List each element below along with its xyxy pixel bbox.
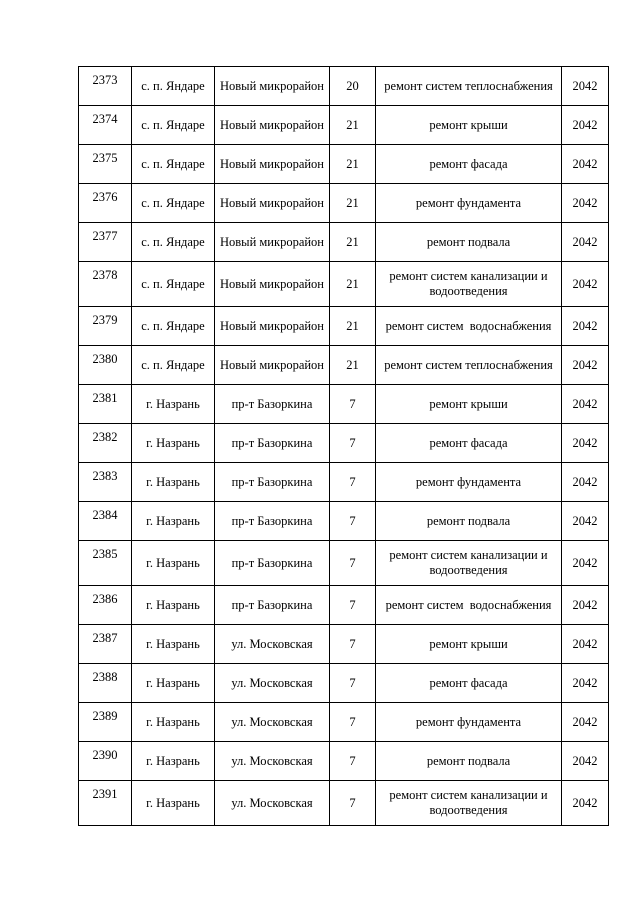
year-cell: 2042 <box>562 184 609 223</box>
settlement-cell: г. Назрань <box>132 424 215 463</box>
street-cell: ул. Московская <box>215 742 330 781</box>
settlement-cell: с. п. Яндаре <box>132 307 215 346</box>
year-cell: 2042 <box>562 145 609 184</box>
house-cell: 7 <box>330 385 376 424</box>
settlement-cell: с. п. Яндаре <box>132 106 215 145</box>
work-type-cell: ремонт крыши <box>376 106 562 145</box>
street-cell: Новый микрорайон <box>215 184 330 223</box>
work-type-cell: ремонт подвала <box>376 223 562 262</box>
year-cell: 2042 <box>562 625 609 664</box>
house-cell: 21 <box>330 223 376 262</box>
table-row <box>79 262 609 307</box>
house-cell: 7 <box>330 781 376 826</box>
row-number: 2380 <box>79 346 132 385</box>
work-type-text: ремонт систем канализации и водоотведения <box>389 788 548 817</box>
house-cell: 7 <box>330 664 376 703</box>
year-cell: 2042 <box>562 106 609 145</box>
settlement-cell: с. п. Яндаре <box>132 346 215 385</box>
work-type-cell: ремонт фундамента <box>376 703 562 742</box>
street-cell: Новый микрорайон <box>215 346 330 385</box>
street-cell: Новый микрорайон <box>215 262 330 307</box>
house-cell: 21 <box>330 307 376 346</box>
row-number: 2386 <box>79 586 132 625</box>
work-type-cell: ремонт крыши <box>376 625 562 664</box>
row-number: 2382 <box>79 424 132 463</box>
house-cell: 20 <box>330 67 376 106</box>
table-row <box>79 586 609 625</box>
year-cell: 2042 <box>562 703 609 742</box>
year-cell: 2042 <box>562 781 609 826</box>
settlement-cell: г. Назрань <box>132 541 215 586</box>
row-number: 2391 <box>79 781 132 826</box>
street-cell: Новый микрорайон <box>215 67 330 106</box>
table-row <box>79 145 609 184</box>
work-type-cell: ремонт систем водоснабжения <box>376 586 562 625</box>
row-number: 2381 <box>79 385 132 424</box>
table-row <box>79 742 609 781</box>
table-row <box>79 664 609 703</box>
row-number: 2384 <box>79 502 132 541</box>
table-row <box>79 781 609 826</box>
street-cell: ул. Московская <box>215 781 330 826</box>
work-type-cell <box>376 262 562 307</box>
settlement-cell: г. Назрань <box>132 703 215 742</box>
work-type-cell: ремонт крыши <box>376 385 562 424</box>
row-number: 2389 <box>79 703 132 742</box>
house-cell: 7 <box>330 463 376 502</box>
house-cell: 7 <box>330 703 376 742</box>
repair-plan-table <box>78 66 609 826</box>
work-type-cell: ремонт фундамента <box>376 184 562 223</box>
settlement-cell: с. п. Яндаре <box>132 223 215 262</box>
street-cell: Новый микрорайон <box>215 145 330 184</box>
street-cell: пр-т Базоркина <box>215 541 330 586</box>
settlement-cell: с. п. Яндаре <box>132 262 215 307</box>
table-body <box>79 67 609 826</box>
settlement-cell: г. Назрань <box>132 625 215 664</box>
work-type-cell: ремонт фасада <box>376 424 562 463</box>
work-type-text: ремонт систем канализации и водоотведения <box>389 269 548 298</box>
year-cell: 2042 <box>562 664 609 703</box>
work-type-cell <box>376 541 562 586</box>
year-cell: 2042 <box>562 346 609 385</box>
year-cell: 2042 <box>562 586 609 625</box>
table-row <box>79 502 609 541</box>
house-cell: 7 <box>330 424 376 463</box>
row-number: 2374 <box>79 106 132 145</box>
row-number: 2379 <box>79 307 132 346</box>
street-cell: пр-т Базоркина <box>215 424 330 463</box>
row-number: 2376 <box>79 184 132 223</box>
house-cell: 7 <box>330 502 376 541</box>
work-type-cell: ремонт подвала <box>376 742 562 781</box>
table-row <box>79 424 609 463</box>
year-cell: 2042 <box>562 742 609 781</box>
row-number: 2373 <box>79 67 132 106</box>
row-number: 2375 <box>79 145 132 184</box>
street-cell: пр-т Базоркина <box>215 463 330 502</box>
work-type-cell: ремонт систем теплоснабжения <box>376 346 562 385</box>
settlement-cell: с. п. Яндаре <box>132 184 215 223</box>
settlement-cell: г. Назрань <box>132 586 215 625</box>
year-cell: 2042 <box>562 223 609 262</box>
table-row <box>79 223 609 262</box>
house-cell: 7 <box>330 742 376 781</box>
street-cell: Новый микрорайон <box>215 223 330 262</box>
table-row <box>79 346 609 385</box>
street-cell: пр-т Базоркина <box>215 502 330 541</box>
year-cell: 2042 <box>562 385 609 424</box>
work-type-text: ремонт систем канализации и водоотведения <box>389 548 548 577</box>
row-number: 2387 <box>79 625 132 664</box>
work-type-cell: ремонт подвала <box>376 502 562 541</box>
settlement-cell: г. Назрань <box>132 385 215 424</box>
house-cell: 7 <box>330 625 376 664</box>
year-cell: 2042 <box>562 463 609 502</box>
work-type-cell: ремонт фундамента <box>376 463 562 502</box>
street-cell: ул. Московская <box>215 664 330 703</box>
year-cell: 2042 <box>562 502 609 541</box>
work-type-cell <box>376 781 562 826</box>
row-number: 2377 <box>79 223 132 262</box>
work-type-cell: ремонт фасада <box>376 145 562 184</box>
street-cell: пр-т Базоркина <box>215 586 330 625</box>
table-row <box>79 184 609 223</box>
house-cell: 21 <box>330 262 376 307</box>
row-number: 2383 <box>79 463 132 502</box>
table-row <box>79 106 609 145</box>
table-row <box>79 541 609 586</box>
street-cell: Новый микрорайон <box>215 106 330 145</box>
row-number: 2385 <box>79 541 132 586</box>
row-number: 2390 <box>79 742 132 781</box>
street-cell: пр-т Базоркина <box>215 385 330 424</box>
table-row <box>79 625 609 664</box>
table-row <box>79 385 609 424</box>
settlement-cell: г. Назрань <box>132 463 215 502</box>
work-type-cell: ремонт фасада <box>376 664 562 703</box>
year-cell: 2042 <box>562 67 609 106</box>
row-number: 2378 <box>79 262 132 307</box>
street-cell: ул. Московская <box>215 703 330 742</box>
street-cell: ул. Московская <box>215 625 330 664</box>
house-cell: 21 <box>330 346 376 385</box>
house-cell: 21 <box>330 184 376 223</box>
table-row <box>79 703 609 742</box>
settlement-cell: г. Назрань <box>132 781 215 826</box>
settlement-cell: г. Назрань <box>132 502 215 541</box>
year-cell: 2042 <box>562 307 609 346</box>
settlement-cell: с. п. Яндаре <box>132 145 215 184</box>
house-cell: 21 <box>330 145 376 184</box>
year-cell: 2042 <box>562 424 609 463</box>
settlement-cell: г. Назрань <box>132 742 215 781</box>
row-number: 2388 <box>79 664 132 703</box>
house-cell: 7 <box>330 586 376 625</box>
year-cell: 2042 <box>562 262 609 307</box>
settlement-cell: с. п. Яндаре <box>132 67 215 106</box>
table-row <box>79 307 609 346</box>
work-type-cell: ремонт систем теплоснабжения <box>376 67 562 106</box>
street-cell: Новый микрорайон <box>215 307 330 346</box>
settlement-cell: г. Назрань <box>132 664 215 703</box>
work-type-cell: ремонт систем водоснабжения <box>376 307 562 346</box>
table-row <box>79 67 609 106</box>
house-cell: 7 <box>330 541 376 586</box>
table-row <box>79 463 609 502</box>
year-cell: 2042 <box>562 541 609 586</box>
house-cell: 21 <box>330 106 376 145</box>
